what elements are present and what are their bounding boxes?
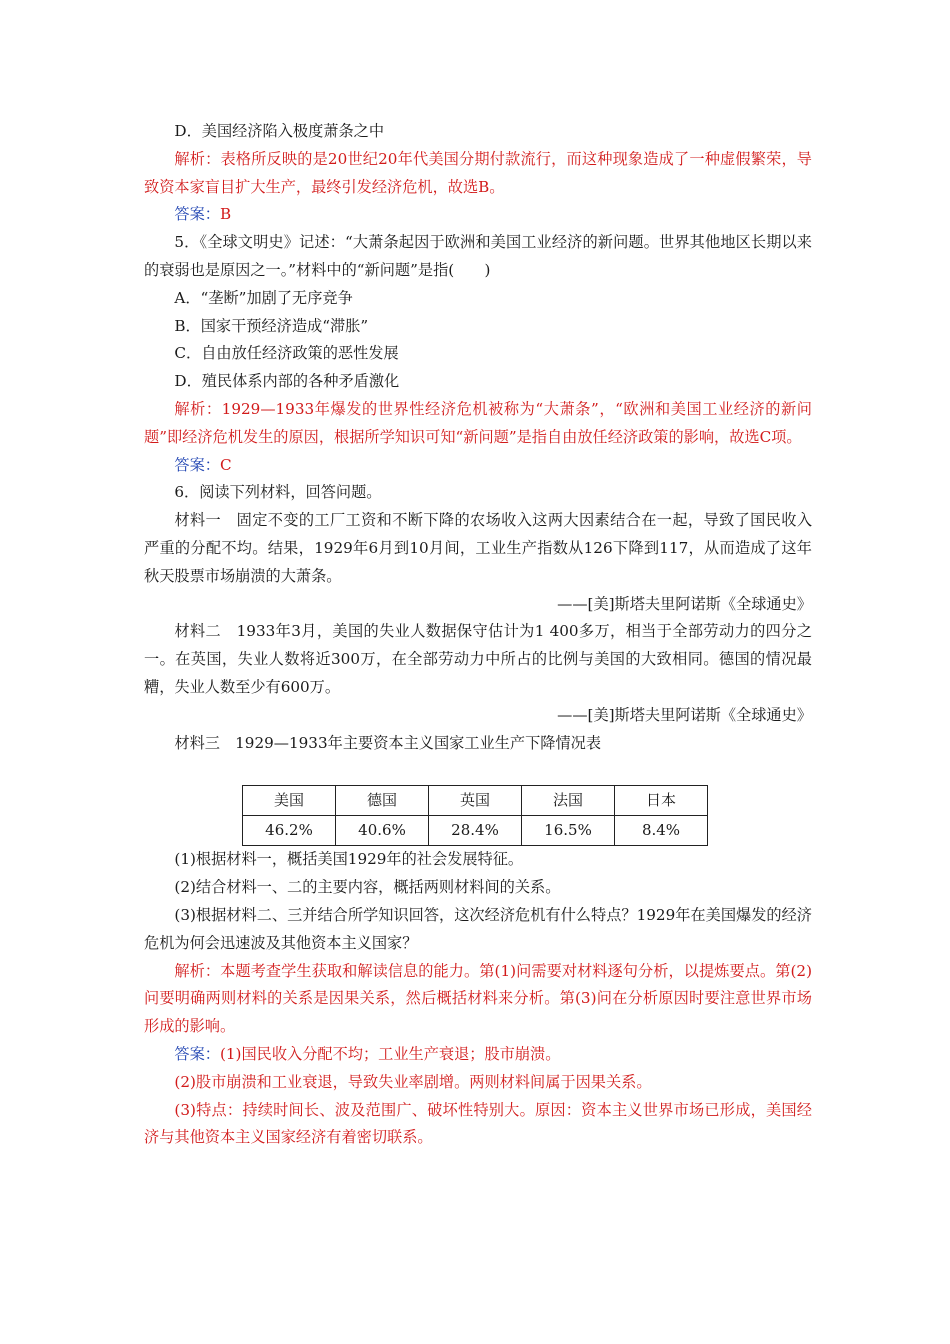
q5-answer (144, 452, 812, 480)
q6-question-2: (2)结合材料一、二的主要内容，概括两则材料间的关系。 (174, 878, 561, 897)
answer-value: C (219, 455, 232, 474)
q6-material-2: 材料二 1933年3月，美国的失业人数据保守估计为1 400多万，相当于全部劳动力的四分之一。在英国，失业人数将近300万，在全部劳动力中所占的比例与美国的大致相同。德国的情况最糟，失业人数至少有600万。 (144, 622, 812, 696)
table-header-cell: 德国 (336, 786, 429, 816)
q6-question-1: (1)根据材料一，概括美国1929年的社会发展特征。 (174, 850, 524, 869)
table-header-cell: 法国 (522, 786, 615, 816)
analysis-text: 表格所反映的是20世纪20年代美国分期付款流行，而这种现象造成了一种虚假繁荣，导致资本家盲目扩大生产，最终引发经济危机，故选B。 (144, 149, 812, 196)
q6-material-3: 材料三 1929—1933年主要资本主义国家工业生产下降情况表 (174, 733, 602, 752)
q6-answer-2: (2)股市崩溃和工业衰退，导致失业率剧增。两则材料间属于因果关系。 (174, 1072, 652, 1091)
q6-source-1: ——[美]斯塔夫里阿诺斯《全球通史》 (557, 594, 812, 613)
answer-value: B (219, 205, 232, 224)
q5-option-d: D．殖民体系内部的各种矛盾激化 (174, 372, 400, 391)
spacer (144, 757, 812, 785)
table-header-cell: 英国 (429, 786, 522, 816)
q6-analysis (144, 958, 812, 1041)
q6-material-1: 材料一 固定不变的工厂工资和不断下降的农场收入这两大因素结合在一起，导致了国民收入严重的分配不均。结果，1929年6月到10月间，工业生产指数从126下降到117，从而造成了这年秋天股票市场崩溃的大萧条。 (144, 511, 812, 585)
answer-label: 答案： (174, 205, 220, 224)
q6-answer-1 (144, 1041, 812, 1069)
q4-option-d: D．美国经济陷入极度萧条之中 (174, 122, 385, 140)
production-decline-table (242, 785, 708, 846)
q5-option-c: C．自由放任经济政策的恶性发展 (174, 344, 399, 363)
table-header-cell: 日本 (615, 786, 708, 816)
table-row (243, 816, 708, 846)
analysis-text: 1929—1933年爆发的世界性经济危机被称为“大萧条”，“欧洲和美国工业经济的新问题”即经济危机发生的原因，根据所学知识可知“新问题”是指自由放任经济政策的影响，故选C项。 (144, 399, 812, 446)
answer-label: 答案： (174, 1044, 220, 1063)
q5-stem: 5．《全球文明史》记述：“大萧条起因于欧洲和美国工业经济的新问题。世界其他地区长期以来的衰弱也是原因之一。”材料中的“新问题”是指( ) (144, 233, 812, 279)
answer-text: (1)国民收入分配不均；工业生产衰退；股市崩溃。 (219, 1044, 561, 1063)
table-header-row (243, 786, 708, 816)
table-cell: 16.5% (522, 816, 615, 846)
q5-option-b: B．国家干预经济造成“滞胀” (174, 316, 369, 335)
table-header-cell: 美国 (243, 786, 336, 816)
q6-source-2: ——[美]斯塔夫里阿诺斯《全球通史》 (557, 705, 812, 724)
analysis-text: 本题考查学生获取和解读信息的能力。第(1)问需要对材料逐句分析，以提炼要点。第(2)问要明确两则材料的关系是因果关系，然后概括材料来分析。第(3)问在分析原因时要注意世界市场形成的影响。 (144, 961, 812, 1036)
table-cell: 28.4% (429, 816, 522, 846)
q6-question-3: (3)根据材料二、三并结合所学知识回答，这次经济危机有什么特点？1929年在美国爆发的经济危机为何会迅速波及其他资本主义国家？ (144, 905, 812, 952)
answer-label: 答案： (174, 455, 220, 474)
table-cell: 8.4% (615, 816, 708, 846)
q4-answer (144, 201, 812, 229)
q5-analysis (144, 396, 812, 452)
analysis-label: 解析： (174, 961, 221, 980)
q6-stem: 6．阅读下列材料，回答问题。 (174, 483, 382, 502)
analysis-label: 解析： (174, 149, 221, 168)
document-page (144, 118, 812, 1152)
table-cell: 46.2% (243, 816, 336, 846)
q5-option-a: A．“垄断”加剧了无序竞争 (174, 288, 353, 307)
analysis-label: 解析： (174, 399, 222, 418)
q4-analysis (144, 146, 812, 202)
table-cell: 40.6% (336, 816, 429, 846)
q6-answer-3: (3)特点：持续时间长、波及范围广、破坏性特别大。原因：资本主义世界市场已形成，美国经济与其他资本主义国家经济有着密切联系。 (144, 1100, 812, 1147)
